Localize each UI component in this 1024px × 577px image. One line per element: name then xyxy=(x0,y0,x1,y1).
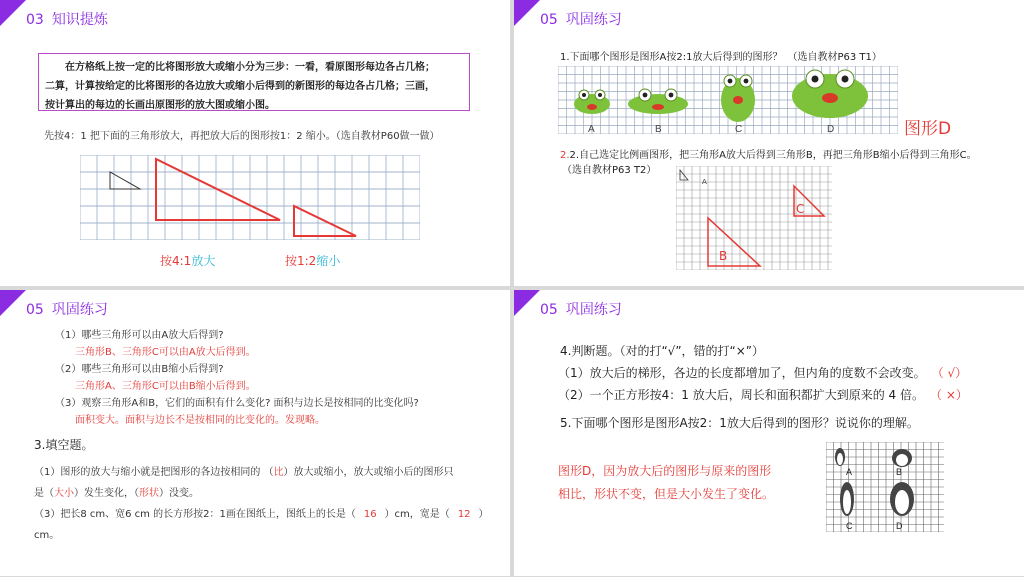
judgment-1 xyxy=(558,364,967,381)
penguin-b xyxy=(892,449,912,467)
question: （2）哪些三角形可以由B缩小后得到? xyxy=(55,364,224,375)
judgment-2 xyxy=(558,386,968,403)
triangle-grid-abc xyxy=(676,166,832,270)
answer-line: 图形D，因为放大后的图形与原来的图形 xyxy=(558,464,772,478)
section-number: 03 xyxy=(26,12,44,28)
ratio-label: 按1:2 xyxy=(285,254,317,268)
penguin-label: C xyxy=(846,521,853,531)
fill-answer: 16 xyxy=(363,509,377,520)
triangle-grid xyxy=(80,155,420,240)
label-enlarge xyxy=(160,252,215,269)
answer: 三角形A、三角形C可以由B缩小后得到。 xyxy=(75,381,256,392)
section-title: 巩固练习 xyxy=(565,302,622,318)
frog-label: B xyxy=(655,124,662,134)
fill-text: ）放大或缩小，放大或缩小后的图形只 xyxy=(283,467,454,478)
answer-line: 相比，形状不变，但是大小发生了变化。 xyxy=(558,487,775,501)
fill-text: ）发生变化，（ xyxy=(74,488,139,499)
slide-panel-practice-1 xyxy=(514,0,1024,286)
penguin-a xyxy=(835,448,845,466)
panel-title xyxy=(540,299,622,319)
frog-c xyxy=(721,75,755,122)
fill-text: ）cm，宽是（ xyxy=(384,509,450,520)
summary-line: 二算，计算按给定的比将图形的各边放大或缩小后得到的新图形的每边各占几格；三画， xyxy=(45,81,435,92)
triangle-label: B xyxy=(719,249,728,263)
summary-box xyxy=(38,53,470,111)
slide-panel-practice-2 xyxy=(0,290,510,576)
fill-answer: 比 xyxy=(273,467,284,478)
section-number: 05 xyxy=(26,302,44,318)
panel-title xyxy=(540,9,622,29)
task-text: 先按4：1 把下面的三角形放大，再把放大后的图形按1：2 缩小。（选自教材P60做一做） xyxy=(44,131,440,142)
answer: 面积变大。面积与边长不是按相同的比变化的。发现略。 xyxy=(75,415,325,426)
ratio-word: 缩小 xyxy=(316,254,341,268)
fill-blanks xyxy=(34,462,489,546)
fill-text: ）没变。 xyxy=(159,488,199,499)
question-5-answer xyxy=(558,460,774,506)
triangle-label: C xyxy=(796,202,805,216)
frog-d xyxy=(792,70,868,118)
question-1: 1.下面哪个图形是图形A按2:1放大后得到的图形？ （选自教材P63 T1） xyxy=(560,52,882,63)
frog-label: D xyxy=(827,124,835,134)
section-title: 巩固练习 xyxy=(51,302,108,318)
slide-panel-knowledge xyxy=(0,0,510,286)
corner-triangle xyxy=(514,0,540,26)
slide-panel-practice-3 xyxy=(514,290,1024,576)
frog-grid xyxy=(558,66,898,134)
section-number: 05 xyxy=(540,12,558,28)
answer-figure-d: 图形D xyxy=(904,119,952,139)
penguin-grid xyxy=(826,442,944,532)
corner-triangle xyxy=(0,0,26,26)
penguin-d xyxy=(890,482,914,516)
fill-answer: 大小 xyxy=(54,488,74,499)
answer: 三角形B、三角形C可以由A放大后得到。 xyxy=(75,347,256,358)
question-5: 5.下面哪个图形是图形A按2：1放大后得到的图形？说说你的理解。 xyxy=(560,416,919,430)
penguin-c xyxy=(840,482,854,516)
fill-text: （3）把长8 cm、宽6 cm 的长方形按2：1画在图纸上，图纸上的长是（ xyxy=(34,509,356,520)
section-title: 知识提炼 xyxy=(51,12,108,28)
section-number: 05 xyxy=(540,302,558,318)
judgment-answer: （ √） xyxy=(937,366,968,380)
triangle-label: A xyxy=(702,178,707,186)
question-4-title: 4.判断题。（对的打“√”，错的打“×”） xyxy=(560,344,765,358)
penguin-label: D xyxy=(896,521,903,531)
fill-text: ） xyxy=(478,509,489,520)
fill-answer: 形状 xyxy=(139,488,159,499)
judgment-text: （2）一个正方形按4：1 放大后，周长和面积都扩大到原来的 4 倍。 xyxy=(558,388,924,402)
reduced-triangle xyxy=(294,206,356,236)
penguin-label: B xyxy=(896,467,903,477)
judgment-text: （1）放大后的梯形，各边的长度都增加了，但内角的度数不会改变。 xyxy=(558,366,926,380)
question: （1）哪些三角形可以由A放大后得到? xyxy=(55,330,224,341)
question-2-source: （选自教材P63 T2） xyxy=(562,165,657,176)
fill-text: 是（ xyxy=(34,488,54,499)
fill-answer: 12 xyxy=(457,509,471,520)
question-list xyxy=(55,327,419,429)
panel-title xyxy=(26,9,108,29)
summary-line: 在方格纸上按一定的比将图形放大或缩小分为三步：一看，看原图形每边各占几格； xyxy=(65,62,435,73)
frog-label: C xyxy=(735,124,743,134)
enlarged-triangle xyxy=(156,159,280,220)
frog-b xyxy=(628,89,688,114)
summary-line: 按计算出的每边的长画出原图形的放大图或缩小图。 xyxy=(45,100,275,111)
panel-title xyxy=(26,299,108,319)
label-reduce xyxy=(285,252,340,269)
ratio-word: 放大 xyxy=(191,254,216,268)
question-2: 2.2.自己选定比例画图形，把三角形A放大后得到三角形B，再把三角形B缩小后得到三角形C。 xyxy=(560,150,977,161)
judgment-answer: （ ×） xyxy=(936,388,968,402)
fill-title: 3.填空题。 xyxy=(34,438,94,452)
ratio-label: 按4:1 xyxy=(160,254,192,268)
fill-text: （1）图形的放大与缩小就是把图形的各边按相同的 （ xyxy=(34,467,274,478)
section-title: 巩固练习 xyxy=(565,12,622,28)
small-triangle xyxy=(110,172,140,189)
fill-text: cm。 xyxy=(34,530,60,541)
question: （3）观察三角形A和B，它们的面积有什么变化? 面积与边长是按相同的比变化吗? xyxy=(55,398,419,409)
corner-triangle xyxy=(0,290,26,316)
question-2-text: 2.自己选定比例画图形，把三角形A放大后得到三角形B，再把三角形B缩小后得到三角形C。 xyxy=(569,150,977,161)
corner-triangle xyxy=(514,290,540,316)
frog-label: A xyxy=(588,124,595,134)
penguin-label: A xyxy=(846,467,853,477)
